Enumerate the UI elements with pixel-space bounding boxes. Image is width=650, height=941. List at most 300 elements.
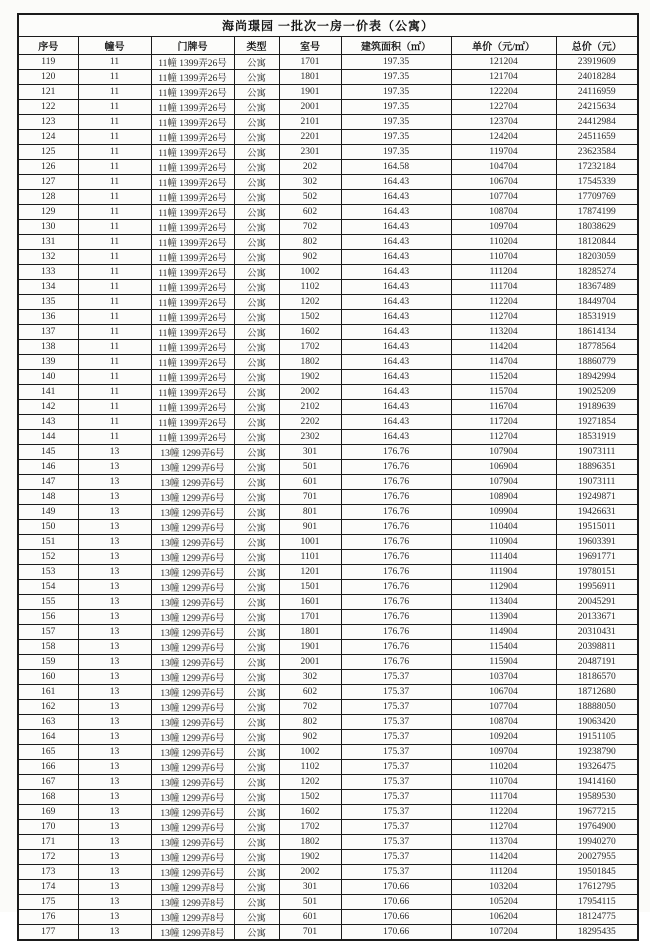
- table-row: [18, 535, 638, 550]
- table-cell: 111204: [451, 265, 556, 280]
- table-cell: 19780151: [556, 565, 638, 580]
- table-cell: 107904: [451, 445, 556, 460]
- table-cell: 24116959: [556, 85, 638, 100]
- table-cell: 802: [279, 235, 341, 250]
- table-cell: 17709769: [556, 190, 638, 205]
- table-cell: 13幢 1299弄6号: [151, 475, 234, 490]
- table-cell: 138: [18, 340, 78, 355]
- table-cell: 163: [18, 715, 78, 730]
- table-cell: 公寓: [234, 595, 279, 610]
- column-header: 总价（元）: [556, 37, 638, 55]
- table-cell: 175.37: [341, 790, 451, 805]
- table-cell: 11幢 1399弄26号: [151, 310, 234, 325]
- table-row: [18, 205, 638, 220]
- table-cell: 107704: [451, 700, 556, 715]
- table-cell: 113404: [451, 595, 556, 610]
- table-cell: 150: [18, 520, 78, 535]
- table-cell: 151: [18, 535, 78, 550]
- table-cell: 175.37: [341, 715, 451, 730]
- table-cell: 公寓: [234, 505, 279, 520]
- table-cell: 110704: [451, 250, 556, 265]
- table-cell: 18449704: [556, 295, 638, 310]
- table-cell: 公寓: [234, 370, 279, 385]
- table-cell: 18712680: [556, 685, 638, 700]
- table-cell: 601: [279, 475, 341, 490]
- table-cell: 11: [78, 235, 151, 250]
- table-cell: 1202: [279, 775, 341, 790]
- table-cell: 175.37: [341, 835, 451, 850]
- table-cell: 1501: [279, 580, 341, 595]
- table-cell: 149: [18, 505, 78, 520]
- table-cell: 18124775: [556, 910, 638, 925]
- table-cell: 2002: [279, 865, 341, 880]
- table-cell: 公寓: [234, 580, 279, 595]
- table-row: [18, 130, 638, 145]
- table-cell: 13幢 1299弄6号: [151, 655, 234, 670]
- table-cell: 11: [78, 385, 151, 400]
- table-cell: 173: [18, 865, 78, 880]
- table-cell: 122704: [451, 100, 556, 115]
- table-cell: 13幢 1299弄8号: [151, 910, 234, 925]
- table-cell: 13幢 1299弄6号: [151, 850, 234, 865]
- table-cell: 502: [279, 190, 341, 205]
- table-cell: 164.43: [341, 295, 451, 310]
- table-row: [18, 565, 638, 580]
- table-cell: 1802: [279, 835, 341, 850]
- table-cell: 11: [78, 220, 151, 235]
- table-cell: 148: [18, 490, 78, 505]
- table-cell: 1801: [279, 70, 341, 85]
- table-cell: 公寓: [234, 355, 279, 370]
- table-cell: 702: [279, 700, 341, 715]
- table-row: [18, 805, 638, 820]
- table-cell: 1102: [279, 760, 341, 775]
- table-cell: 19589530: [556, 790, 638, 805]
- table-cell: 197.35: [341, 100, 451, 115]
- table-cell: 公寓: [234, 265, 279, 280]
- table-cell: 164.43: [341, 235, 451, 250]
- table-cell: 107704: [451, 190, 556, 205]
- table-cell: 13: [78, 880, 151, 895]
- table-cell: 107904: [451, 475, 556, 490]
- table-cell: 170.66: [341, 925, 451, 941]
- table-row: [18, 655, 638, 670]
- table-cell: 13幢 1299弄6号: [151, 760, 234, 775]
- table-row: [18, 670, 638, 685]
- table-cell: 18038629: [556, 220, 638, 235]
- table-cell: 171: [18, 835, 78, 850]
- table-cell: 13: [78, 580, 151, 595]
- table-cell: 161: [18, 685, 78, 700]
- table-cell: 176.76: [341, 460, 451, 475]
- column-header: 幢号: [78, 37, 151, 55]
- table-cell: 公寓: [234, 520, 279, 535]
- table-cell: 113204: [451, 325, 556, 340]
- table-cell: 1801: [279, 625, 341, 640]
- table-cell: 11: [78, 415, 151, 430]
- table-cell: 1901: [279, 640, 341, 655]
- table-cell: 2202: [279, 415, 341, 430]
- table-cell: 2301: [279, 145, 341, 160]
- table-row: [18, 70, 638, 85]
- table-cell: 11幢 1399弄26号: [151, 295, 234, 310]
- table-cell: 108704: [451, 205, 556, 220]
- table-cell: 1002: [279, 265, 341, 280]
- table-cell: 124: [18, 130, 78, 145]
- table-cell: 501: [279, 460, 341, 475]
- table-cell: 2101: [279, 115, 341, 130]
- table-cell: 13: [78, 550, 151, 565]
- table-cell: 103204: [451, 880, 556, 895]
- table-cell: 13: [78, 490, 151, 505]
- table-cell: 公寓: [234, 625, 279, 640]
- table-cell: 24018284: [556, 70, 638, 85]
- table-row: [18, 490, 638, 505]
- table-cell: 19326475: [556, 760, 638, 775]
- table-cell: 13幢 1299弄6号: [151, 715, 234, 730]
- table-cell: 18942994: [556, 370, 638, 385]
- table-cell: 142: [18, 400, 78, 415]
- table-cell: 13: [78, 505, 151, 520]
- table-cell: 公寓: [234, 700, 279, 715]
- table-cell: 11幢 1399弄26号: [151, 280, 234, 295]
- table-cell: 13幢 1299弄6号: [151, 460, 234, 475]
- table-cell: 164.43: [341, 370, 451, 385]
- table-cell: 公寓: [234, 490, 279, 505]
- table-cell: 176.76: [341, 475, 451, 490]
- table-body: [18, 55, 638, 941]
- table-cell: 公寓: [234, 640, 279, 655]
- table-cell: 11: [78, 340, 151, 355]
- table-row: [18, 340, 638, 355]
- table-cell: 11幢 1399弄26号: [151, 85, 234, 100]
- table-cell: 143: [18, 415, 78, 430]
- table-cell: 13幢 1299弄6号: [151, 790, 234, 805]
- table-cell: 11: [78, 190, 151, 205]
- table-cell: 13: [78, 565, 151, 580]
- table-cell: 2001: [279, 100, 341, 115]
- table-cell: 公寓: [234, 760, 279, 775]
- table-cell: 公寓: [234, 55, 279, 70]
- table-cell: 109904: [451, 505, 556, 520]
- table-cell: 164.43: [341, 280, 451, 295]
- table-cell: 11: [78, 430, 151, 445]
- table-cell: 129: [18, 205, 78, 220]
- table-cell: 114204: [451, 850, 556, 865]
- table-cell: 公寓: [234, 745, 279, 760]
- table-row: [18, 175, 638, 190]
- table-cell: 公寓: [234, 220, 279, 235]
- table-cell: 160: [18, 670, 78, 685]
- table-cell: 公寓: [234, 190, 279, 205]
- table-cell: 11幢 1399弄26号: [151, 355, 234, 370]
- table-row: [18, 685, 638, 700]
- table-cell: 公寓: [234, 685, 279, 700]
- table-cell: 20133671: [556, 610, 638, 625]
- table-cell: 1802: [279, 355, 341, 370]
- table-cell: 801: [279, 505, 341, 520]
- table-cell: 1101: [279, 550, 341, 565]
- table-cell: 169: [18, 805, 78, 820]
- table-cell: 11: [78, 70, 151, 85]
- table-cell: 11幢 1399弄26号: [151, 190, 234, 205]
- table-cell: 18614134: [556, 325, 638, 340]
- table-cell: 164: [18, 730, 78, 745]
- column-header: 建筑面积（㎡）: [341, 37, 451, 55]
- table-row: [18, 445, 638, 460]
- table-cell: 11幢 1399弄26号: [151, 325, 234, 340]
- table-cell: 157: [18, 625, 78, 640]
- table-cell: 17612795: [556, 880, 638, 895]
- table-cell: 11幢 1399弄26号: [151, 340, 234, 355]
- table-cell: 176.76: [341, 520, 451, 535]
- table-cell: 18531919: [556, 310, 638, 325]
- table-cell: 108904: [451, 490, 556, 505]
- table-cell: 114904: [451, 625, 556, 640]
- table-cell: 110704: [451, 775, 556, 790]
- table-cell: 104704: [451, 160, 556, 175]
- table-cell: 11: [78, 160, 151, 175]
- table-row: [18, 895, 638, 910]
- table-cell: 20398811: [556, 640, 638, 655]
- table-cell: 902: [279, 730, 341, 745]
- table-cell: 13: [78, 535, 151, 550]
- table-cell: 20027955: [556, 850, 638, 865]
- table-cell: 公寓: [234, 865, 279, 880]
- table-cell: 13: [78, 820, 151, 835]
- table-cell: 11: [78, 205, 151, 220]
- table-cell: 1102: [279, 280, 341, 295]
- table-cell: 170.66: [341, 895, 451, 910]
- table-cell: 11: [78, 295, 151, 310]
- table-cell: 13: [78, 895, 151, 910]
- column-header: 门牌号: [151, 37, 234, 55]
- table-cell: 公寓: [234, 160, 279, 175]
- table-cell: 109704: [451, 745, 556, 760]
- price-list-table: [17, 13, 639, 941]
- table-row: [18, 745, 638, 760]
- table-row: [18, 775, 638, 790]
- table-cell: 11: [78, 265, 151, 280]
- table-cell: 24215634: [556, 100, 638, 115]
- table-cell: 13: [78, 595, 151, 610]
- table-cell: 164.43: [341, 175, 451, 190]
- table-row: [18, 160, 638, 175]
- table-cell: 11幢 1399弄26号: [151, 220, 234, 235]
- table-cell: 175.37: [341, 775, 451, 790]
- table-cell: 13幢 1299弄6号: [151, 775, 234, 790]
- table-cell: 11幢 1399弄26号: [151, 115, 234, 130]
- table-cell: 17954115: [556, 895, 638, 910]
- table-cell: 11: [78, 370, 151, 385]
- table-cell: 177: [18, 925, 78, 941]
- table-row: [18, 55, 638, 70]
- table-row: [18, 115, 638, 130]
- table-cell: 1901: [279, 85, 341, 100]
- table-cell: 11: [78, 85, 151, 100]
- table-cell: 13: [78, 520, 151, 535]
- title-row: [18, 14, 638, 37]
- table-cell: 176.76: [341, 625, 451, 640]
- table-cell: 19940270: [556, 835, 638, 850]
- table-cell: 18888050: [556, 700, 638, 715]
- table-cell: 802: [279, 715, 341, 730]
- table-cell: 13幢 1299弄6号: [151, 535, 234, 550]
- table-cell: 133: [18, 265, 78, 280]
- table-cell: 11幢 1399弄26号: [151, 265, 234, 280]
- table-row: [18, 325, 638, 340]
- table-cell: 116704: [451, 400, 556, 415]
- table-cell: 13幢 1299弄6号: [151, 580, 234, 595]
- table-cell: 13幢 1299弄6号: [151, 685, 234, 700]
- table-cell: 24412984: [556, 115, 638, 130]
- table-cell: 702: [279, 220, 341, 235]
- table-cell: 13: [78, 910, 151, 925]
- table-cell: 176.76: [341, 445, 451, 460]
- table-cell: 112704: [451, 310, 556, 325]
- table-cell: 126: [18, 160, 78, 175]
- table-cell: 11幢 1399弄26号: [151, 385, 234, 400]
- table-cell: 701: [279, 490, 341, 505]
- table-cell: 176.76: [341, 535, 451, 550]
- table-cell: 197.35: [341, 115, 451, 130]
- table-cell: 175.37: [341, 685, 451, 700]
- table-cell: 112204: [451, 805, 556, 820]
- table-cell: 19956911: [556, 580, 638, 595]
- table-cell: 2201: [279, 130, 341, 145]
- column-header: 类型: [234, 37, 279, 55]
- table-row: [18, 385, 638, 400]
- table-cell: 11幢 1399弄26号: [151, 145, 234, 160]
- table-row: [18, 580, 638, 595]
- table-cell: 13幢 1299弄8号: [151, 895, 234, 910]
- column-header: 室号: [279, 37, 341, 55]
- table-row: [18, 550, 638, 565]
- table-cell: 176.76: [341, 655, 451, 670]
- table-cell: 901: [279, 520, 341, 535]
- table-cell: 1702: [279, 340, 341, 355]
- table-cell: 122: [18, 100, 78, 115]
- table-cell: 164.43: [341, 415, 451, 430]
- table-cell: 19691771: [556, 550, 638, 565]
- table-cell: 公寓: [234, 880, 279, 895]
- table-cell: 19073111: [556, 445, 638, 460]
- table-cell: 11幢 1399弄26号: [151, 370, 234, 385]
- table-cell: 公寓: [234, 565, 279, 580]
- table-cell: 19189639: [556, 400, 638, 415]
- table-cell: 13幢 1299弄6号: [151, 490, 234, 505]
- table-cell: 13幢 1299弄6号: [151, 640, 234, 655]
- table-cell: 113704: [451, 835, 556, 850]
- table-cell: 164.43: [341, 340, 451, 355]
- table-cell: 175.37: [341, 865, 451, 880]
- document-title: 海尚璟园 一批次一房一价表（公寓）: [18, 14, 638, 37]
- table-row: [18, 400, 638, 415]
- table-cell: 127: [18, 175, 78, 190]
- table-cell: 13幢 1299弄6号: [151, 835, 234, 850]
- table-row: [18, 370, 638, 385]
- table-cell: 1902: [279, 850, 341, 865]
- table-cell: 176.76: [341, 595, 451, 610]
- table-cell: 18896351: [556, 460, 638, 475]
- table-cell: 159: [18, 655, 78, 670]
- table-cell: 106204: [451, 910, 556, 925]
- table-cell: 13: [78, 850, 151, 865]
- table-cell: 123: [18, 115, 78, 130]
- table-row: [18, 265, 638, 280]
- table-row: [18, 100, 638, 115]
- table-cell: 13幢 1299弄6号: [151, 625, 234, 640]
- table-cell: 公寓: [234, 895, 279, 910]
- table-cell: 18203059: [556, 250, 638, 265]
- column-header: 序号: [18, 37, 78, 55]
- table-cell: 13幢 1299弄6号: [151, 550, 234, 565]
- table-cell: 175.37: [341, 670, 451, 685]
- table-cell: 602: [279, 685, 341, 700]
- table-cell: 11: [78, 145, 151, 160]
- table-cell: 128: [18, 190, 78, 205]
- table-cell: 20045291: [556, 595, 638, 610]
- table-cell: 13幢 1299弄6号: [151, 445, 234, 460]
- table-row: [18, 430, 638, 445]
- table-cell: 113904: [451, 610, 556, 625]
- table-cell: 18295435: [556, 925, 638, 941]
- table-cell: 175.37: [341, 760, 451, 775]
- table-cell: 164.43: [341, 190, 451, 205]
- table-cell: 19063420: [556, 715, 638, 730]
- table-cell: 501: [279, 895, 341, 910]
- table-cell: 302: [279, 175, 341, 190]
- table-cell: 115904: [451, 655, 556, 670]
- table-row: [18, 850, 638, 865]
- table-cell: 1201: [279, 565, 341, 580]
- table-cell: 106704: [451, 685, 556, 700]
- table-cell: 13幢 1299弄6号: [151, 595, 234, 610]
- table-cell: 176.76: [341, 490, 451, 505]
- table-cell: 131: [18, 235, 78, 250]
- table-row: [18, 295, 638, 310]
- table-row: [18, 610, 638, 625]
- table-cell: 164.43: [341, 265, 451, 280]
- table-cell: 公寓: [234, 250, 279, 265]
- table-cell: 172: [18, 850, 78, 865]
- table-cell: 164.43: [341, 355, 451, 370]
- table-cell: 202: [279, 160, 341, 175]
- table-row: [18, 505, 638, 520]
- table-cell: 19073111: [556, 475, 638, 490]
- table-cell: 174: [18, 880, 78, 895]
- table-cell: 公寓: [234, 235, 279, 250]
- table-cell: 1502: [279, 310, 341, 325]
- table-cell: 13幢 1299弄6号: [151, 865, 234, 880]
- table-cell: 139: [18, 355, 78, 370]
- table-cell: 20310431: [556, 625, 638, 640]
- table-cell: 13: [78, 760, 151, 775]
- table-cell: 17232184: [556, 160, 638, 175]
- table-cell: 176.76: [341, 640, 451, 655]
- table-cell: 110204: [451, 760, 556, 775]
- table-cell: 13: [78, 670, 151, 685]
- table-cell: 11幢 1399弄26号: [151, 205, 234, 220]
- table-cell: 11: [78, 400, 151, 415]
- table-cell: 公寓: [234, 475, 279, 490]
- table-cell: 13: [78, 775, 151, 790]
- table-cell: 13: [78, 715, 151, 730]
- table-cell: 11: [78, 355, 151, 370]
- table-cell: 176.76: [341, 580, 451, 595]
- table-cell: 13幢 1299弄6号: [151, 730, 234, 745]
- table-row: [18, 820, 638, 835]
